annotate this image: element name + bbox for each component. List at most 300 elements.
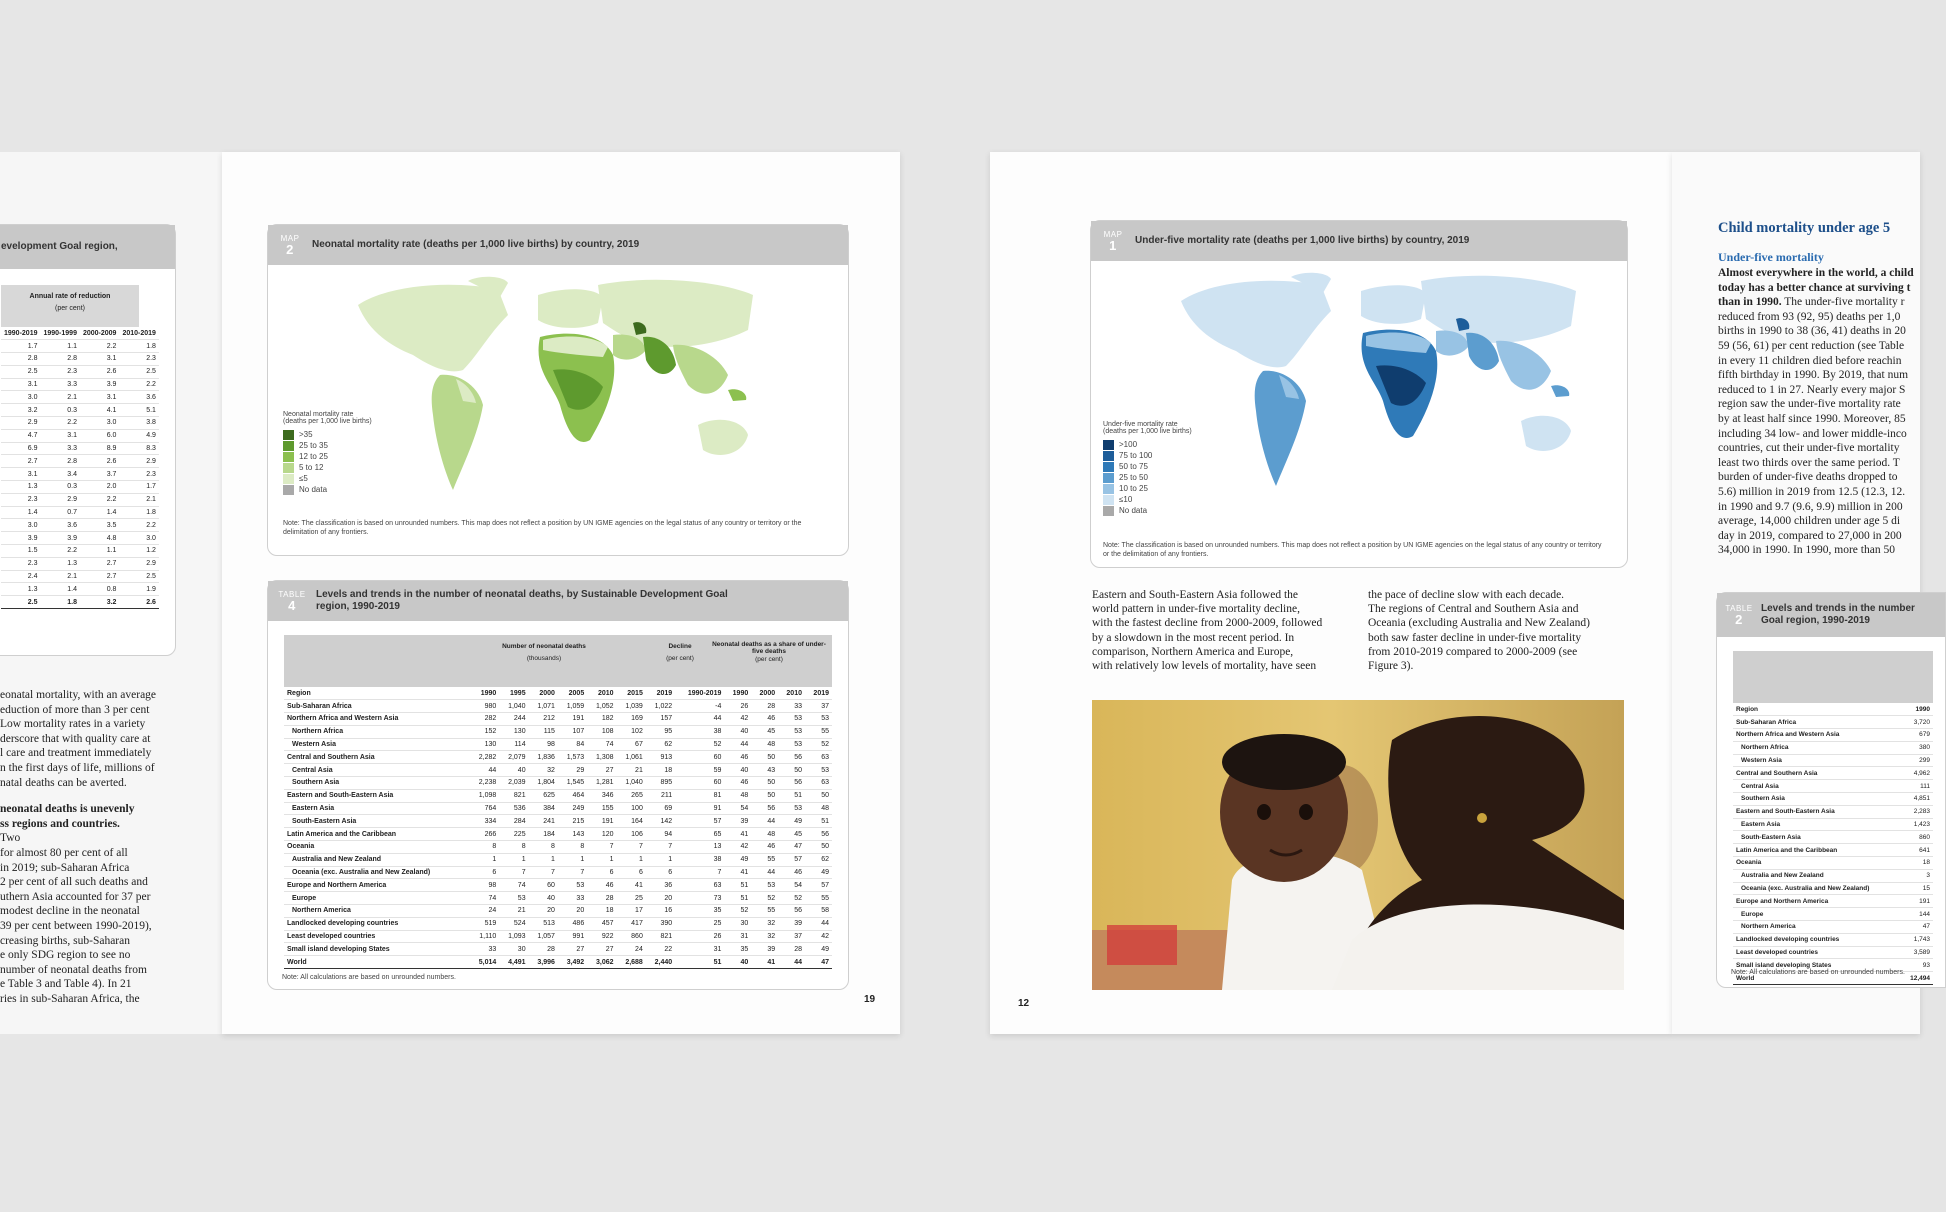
legend-swatch	[1103, 473, 1114, 483]
value-cell: 860	[1902, 831, 1933, 844]
table-row	[1733, 946, 1933, 959]
body-line: 39 per cent between 1990-2019),	[0, 919, 152, 932]
table-row	[1733, 831, 1933, 844]
rate-cell: 2.7	[80, 570, 119, 583]
value-cell: 36	[646, 879, 675, 892]
body-line: births in 1990 to 38 (36, 41) deaths in 20	[1718, 325, 1906, 338]
value-cell: 51	[778, 789, 805, 802]
rate-cell: 0.7	[40, 506, 79, 519]
table2-note: Note: All calculations are based on unrounded numbers.	[1731, 969, 1905, 976]
value-cell: 164	[617, 815, 646, 828]
value-cell: 380	[1902, 741, 1933, 754]
body-line: the pace of decline slow with each decade.	[1368, 589, 1565, 601]
table-row	[1, 557, 159, 570]
rate-cell: 2.9	[119, 455, 158, 468]
value-cell: 1	[529, 853, 558, 866]
map2-legend	[283, 411, 372, 495]
rate-cell: 3.9	[40, 532, 79, 545]
region-cell: Eastern and South-Eastern Asia	[284, 789, 470, 802]
body-line: creasing births, sub-Saharan	[0, 934, 130, 947]
body-line: day in 2019, compared to 27,000 in 200	[1718, 529, 1902, 542]
value-cell: 1,071	[529, 700, 558, 713]
region-cell: Eastern and South-Eastern Asia	[1733, 805, 1902, 818]
rate-cell: 2.7	[1, 455, 40, 468]
body-line: The regions of Central and Southern Asia and	[1368, 603, 1579, 616]
value-cell: 212	[529, 713, 558, 726]
mother-baby-photo	[1092, 700, 1624, 990]
value-cell: 144	[1902, 908, 1933, 921]
value-cell: 284	[499, 815, 528, 828]
table-total-row	[284, 956, 832, 969]
rate-cell: 2.3	[119, 353, 158, 366]
region-cell: Northern Africa	[284, 725, 470, 738]
value-cell: 60	[529, 879, 558, 892]
region-cell: Central Asia	[284, 764, 470, 777]
body-line: 34,000 in 1990. In 1990, more than 50	[1718, 544, 1895, 557]
rate-col-header: 2000-2009	[80, 327, 119, 340]
value-cell: 98	[529, 738, 558, 751]
rate-cell: 2.9	[119, 557, 158, 570]
value-cell: 1,110	[470, 930, 499, 943]
value-cell: 12,494	[1902, 972, 1933, 985]
rate-cell: 2.8	[40, 353, 79, 366]
table-row	[1733, 857, 1933, 870]
value-cell: 59	[675, 764, 724, 777]
value-cell: 91	[675, 802, 724, 815]
value-cell: 249	[558, 802, 587, 815]
value-cell: 25	[617, 892, 646, 905]
table-row	[1733, 933, 1933, 946]
body-line: Low mortality rates in a variety	[0, 718, 146, 731]
bold-line: today has a better chance at surviving t	[1718, 281, 1911, 294]
value-cell: 57	[675, 815, 724, 828]
value-cell: 57	[778, 853, 805, 866]
rate-cell: 3.0	[1, 519, 40, 532]
region-cell: Northern America	[1733, 921, 1902, 934]
table-row	[1733, 882, 1933, 895]
value-cell: 50	[751, 789, 778, 802]
rate-cell: 2.5	[1, 596, 40, 609]
table2-tag-number: 2	[1735, 612, 1743, 627]
value-cell: 42	[724, 713, 751, 726]
table4-col-header: 1990	[724, 687, 751, 700]
body-line: in 2019; sub-Saharan Africa	[0, 861, 130, 874]
map2-note: Note: The classification is based on unrounded numbers. This map does not reflect a position by UN IGME agencies on the legal status of any country or territory or the delimitation of any frontiers.	[283, 520, 802, 536]
body-line: Two	[0, 832, 21, 845]
rate-cell: 3.9	[1, 532, 40, 545]
value-cell: 50	[751, 751, 778, 764]
rate-cell: 2.1	[119, 493, 158, 506]
table-row	[1733, 741, 1933, 754]
value-cell: 8	[470, 841, 499, 854]
value-cell: 265	[617, 789, 646, 802]
region-cell: Least developed countries	[1733, 946, 1902, 959]
table-row	[1, 519, 159, 532]
region-cell: Landlocked developing countries	[1733, 933, 1902, 946]
value-cell: 821	[646, 930, 675, 943]
table4-col-header: Region	[284, 687, 470, 700]
rate-cell: 1.7	[119, 481, 158, 494]
value-cell: 1,308	[587, 751, 616, 764]
table-row	[1, 378, 159, 391]
table-row	[1733, 805, 1933, 818]
value-cell: 155	[587, 802, 616, 815]
table4-col-header: 2000	[751, 687, 778, 700]
rate-cell: 1.3	[40, 557, 79, 570]
rate-cell: 2.2	[119, 378, 158, 391]
legend-swatch	[283, 485, 294, 495]
value-cell: 130	[499, 725, 528, 738]
value-cell: 53	[778, 725, 805, 738]
value-cell: 6	[646, 866, 675, 879]
value-cell: 107	[558, 725, 587, 738]
value-cell: 95	[646, 725, 675, 738]
value-cell: 37	[805, 700, 832, 713]
legend-swatch	[283, 430, 294, 440]
region-cell: Small island developing States	[284, 943, 470, 956]
value-cell: 102	[617, 725, 646, 738]
value-cell: 50	[805, 789, 832, 802]
left-page	[0, 152, 222, 1034]
value-cell: 55	[805, 725, 832, 738]
body-line: natal deaths can be averted.	[0, 776, 127, 789]
rate-cell: 3.0	[80, 417, 119, 430]
value-cell: 24	[617, 943, 646, 956]
value-cell: 38	[675, 725, 724, 738]
value-cell: 980	[470, 700, 499, 713]
value-cell: 679	[1902, 729, 1933, 742]
table4-col-header: 1990-2019	[675, 687, 724, 700]
value-cell: 63	[805, 777, 832, 790]
value-cell: 38	[675, 853, 724, 866]
value-cell: 56	[805, 828, 832, 841]
value-cell: 53	[499, 892, 528, 905]
body-line: least two thirds over the same period. T	[1718, 456, 1900, 469]
value-cell: 32	[751, 917, 778, 930]
body-line: reduced to 1 in 27. Nearly every major S	[1718, 383, 1906, 396]
value-cell: 6	[470, 866, 499, 879]
value-cell: 39	[724, 815, 751, 828]
table-row	[1, 455, 159, 468]
value-cell: 4,491	[499, 956, 528, 969]
value-cell: 60	[675, 751, 724, 764]
legend-label: >35	[299, 430, 313, 439]
rate-cell: 3.5	[80, 519, 119, 532]
value-cell: 51	[675, 956, 724, 969]
value-cell: 1,039	[617, 700, 646, 713]
region-cell: Australia and New Zealand	[284, 853, 470, 866]
table4-col-header: 2010	[778, 687, 805, 700]
rate-cell: 0.3	[40, 481, 79, 494]
table2-box	[1716, 592, 1946, 988]
legend-swatch	[1103, 440, 1114, 450]
value-cell: 244	[499, 713, 528, 726]
body-line: 59 (56, 61) per cent reduction (see Table	[1718, 339, 1905, 352]
value-cell: 108	[587, 725, 616, 738]
value-cell: 40	[724, 956, 751, 969]
table-row	[1, 391, 159, 404]
rate-cell: 1.4	[1, 506, 40, 519]
map2-box	[267, 224, 849, 556]
rate-cell: 2.1	[40, 391, 79, 404]
table2-col-year: 1990	[1902, 703, 1933, 716]
table4-col-header: 1995	[499, 687, 528, 700]
table4-title: Levels and trends in the number of neonatal deaths, by Sustainable Development Goal region, 1990-2019	[316, 589, 728, 612]
rate-cell: 1.5	[1, 545, 40, 558]
value-cell: 191	[558, 713, 587, 726]
value-cell: 52	[805, 738, 832, 751]
value-cell: 2,039	[499, 777, 528, 790]
region-cell: Eastern Asia	[284, 802, 470, 815]
map1-tag-label: MAP	[1103, 230, 1123, 239]
rate-cell: 3.1	[40, 429, 79, 442]
body-line: Figure 3).	[1368, 660, 1414, 673]
body-line: 5.6) million in 2019 from 12.5 (12.3, 12.	[1718, 485, 1906, 498]
value-cell: 157	[646, 713, 675, 726]
value-cell: 26	[675, 930, 724, 943]
legend-swatch	[1103, 462, 1114, 472]
table2-col-region: Region	[1733, 703, 1902, 716]
value-cell: 53	[778, 713, 805, 726]
region-cell: Western Asia	[1733, 754, 1902, 767]
table-row	[1733, 793, 1933, 806]
table-row	[1, 340, 159, 353]
rate-cell: 2.2	[40, 417, 79, 430]
rate-cell: 1.7	[1, 340, 40, 353]
value-cell: 2,688	[617, 956, 646, 969]
bold-line: Almost everywhere in the world, a child	[1718, 267, 1914, 279]
value-cell: 18	[587, 905, 616, 918]
body-line: eonatal mortality, with an average	[0, 689, 157, 701]
legend-swatch	[283, 463, 294, 473]
rate-cell: 3.0	[119, 532, 158, 545]
rate-cell: 3.6	[119, 391, 158, 404]
legend-item	[1103, 505, 1192, 516]
value-cell: 56	[778, 751, 805, 764]
value-cell: 55	[751, 853, 778, 866]
rate-unit: (per cent)	[55, 305, 85, 312]
value-cell: 1,040	[499, 700, 528, 713]
value-cell: 48	[751, 738, 778, 751]
neonatal-world-map	[328, 275, 768, 505]
rate-cell: 1.8	[119, 506, 158, 519]
value-cell: 30	[499, 943, 528, 956]
value-cell: 1	[587, 853, 616, 866]
value-cell: 22	[646, 943, 675, 956]
rate-cell: 2.3	[1, 493, 40, 506]
value-cell: 991	[558, 930, 587, 943]
body-line: including 34 low- and lower middle-inco	[1718, 427, 1907, 440]
heading-line: neonatal deaths is unevenly	[0, 803, 135, 816]
value-cell: 3,589	[1902, 946, 1933, 959]
value-cell: 50	[778, 764, 805, 777]
right-page	[1672, 152, 1930, 1034]
value-cell: 895	[646, 777, 675, 790]
value-cell: 28	[587, 892, 616, 905]
value-cell: 1	[617, 853, 646, 866]
value-cell: 1,836	[529, 751, 558, 764]
table4-col-header: 2010	[587, 687, 616, 700]
table-row	[284, 866, 832, 879]
region-cell: Central and Southern Asia	[284, 751, 470, 764]
value-cell: 44	[778, 956, 805, 969]
value-cell: 28	[751, 700, 778, 713]
rate-cell: 4.9	[119, 429, 158, 442]
rate-cell: 3.3	[40, 378, 79, 391]
rate-cell: 3.1	[80, 353, 119, 366]
table2-title: Levels and trends in the number	[1761, 603, 1915, 614]
value-cell: 6	[587, 866, 616, 879]
table-row	[284, 700, 832, 713]
legend-label: 12 to 25	[299, 452, 328, 461]
rate-cell: 2.2	[119, 519, 158, 532]
value-cell: 384	[529, 802, 558, 815]
value-cell: 93	[1902, 959, 1933, 972]
value-cell: 53	[778, 802, 805, 815]
table-row	[1, 417, 159, 430]
legend-label: 10 to 25	[1119, 484, 1148, 493]
body-line: derscore that with quality care at	[0, 732, 151, 745]
value-cell: 334	[470, 815, 499, 828]
value-cell: 3,720	[1902, 716, 1933, 729]
table-row	[284, 917, 832, 930]
value-cell: 625	[529, 789, 558, 802]
table-row	[1, 532, 159, 545]
value-cell: 52	[724, 905, 751, 918]
value-cell: 1,040	[617, 777, 646, 790]
rate-cell: 2.8	[1, 353, 40, 366]
value-cell: 63	[675, 879, 724, 892]
table4-col-header: 2019	[646, 687, 675, 700]
table-row	[284, 943, 832, 956]
legend-swatch	[1103, 451, 1114, 461]
table-row	[1, 493, 159, 506]
value-cell: 1,061	[617, 751, 646, 764]
value-cell: 45	[778, 828, 805, 841]
table4-group3: Neonatal deaths as a share of under-five deaths	[712, 641, 826, 655]
value-cell: 142	[646, 815, 675, 828]
rate-cell: 3.7	[80, 468, 119, 481]
legend-item	[1103, 494, 1192, 505]
body-line: e only SDG region to see no	[0, 949, 131, 962]
legend-item	[283, 473, 372, 484]
table4-tag-label: TABLE	[278, 590, 306, 599]
rate-cell: 0.3	[40, 404, 79, 417]
table-row	[284, 713, 832, 726]
region-cell: Eastern Asia	[1733, 818, 1902, 831]
value-cell: 53	[778, 738, 805, 751]
value-cell: 7	[587, 841, 616, 854]
region-cell: Central Asia	[1733, 780, 1902, 793]
value-cell: 94	[646, 828, 675, 841]
legend-swatch	[1103, 495, 1114, 505]
page-19	[222, 152, 900, 1034]
table-row	[284, 905, 832, 918]
value-cell: 130	[470, 738, 499, 751]
table-row	[284, 777, 832, 790]
table4-col-header: 1990	[470, 687, 499, 700]
value-cell: 44	[805, 917, 832, 930]
rate-cell: 2.3	[119, 468, 158, 481]
value-cell: 1,281	[587, 777, 616, 790]
value-cell: 519	[470, 917, 499, 930]
value-cell: -4	[675, 700, 724, 713]
body-line: from 2010-2019 compared to 2000-2009 (see	[1368, 645, 1578, 658]
body-line: number of neonatal deaths from	[0, 963, 147, 976]
region-cell: Northern Africa and Western Asia	[284, 713, 470, 726]
rate-col-header: 1990-1999	[40, 327, 79, 340]
body-line: fifth birthday in 1990. By 2019, that num	[1718, 369, 1909, 382]
right-heading: Child mortality under age 5	[1718, 220, 1891, 236]
rate-cell: 2.2	[80, 493, 119, 506]
table4-tag-number: 4	[288, 598, 296, 613]
table4-group2: Decline	[668, 643, 692, 650]
rate-col-header: 1990-2019	[1, 327, 40, 340]
legend-swatch	[283, 441, 294, 451]
value-cell: 3,492	[558, 956, 587, 969]
value-cell: 33	[778, 700, 805, 713]
value-cell: 43	[751, 764, 778, 777]
value-cell: 191	[1902, 895, 1933, 908]
value-cell: 4,851	[1902, 793, 1933, 806]
value-cell: 120	[587, 828, 616, 841]
region-cell: South-Eastern Asia	[1733, 831, 1902, 844]
rate-cell: 2.9	[40, 493, 79, 506]
page-number-12: 12	[1018, 998, 1030, 1009]
value-cell: 74	[499, 879, 528, 892]
value-cell: 15	[1902, 882, 1933, 895]
map2-legend-sub: (deaths per 1,000 live births)	[283, 418, 372, 425]
table-row	[284, 815, 832, 828]
table4-header-row	[284, 687, 832, 700]
value-cell: 17	[617, 905, 646, 918]
value-cell: 21	[617, 764, 646, 777]
value-cell: 32	[529, 764, 558, 777]
table-row	[284, 802, 832, 815]
body-line: 2 per cent of all such deaths and	[0, 876, 148, 889]
rate-table-box	[0, 224, 176, 656]
rate-cell: 2.5	[119, 570, 158, 583]
rate-cell: 1.1	[80, 545, 119, 558]
value-cell: 33	[558, 892, 587, 905]
table-row	[284, 751, 832, 764]
value-cell: 26	[724, 700, 751, 713]
value-cell: 215	[558, 815, 587, 828]
value-cell: 464	[558, 789, 587, 802]
value-cell: 54	[778, 879, 805, 892]
value-cell: 81	[675, 789, 724, 802]
rate-cell: 2.8	[40, 455, 79, 468]
rate-cell: 8.9	[80, 442, 119, 455]
value-cell: 33	[470, 943, 499, 956]
value-cell: 211	[646, 789, 675, 802]
rate-cell: 6.9	[1, 442, 40, 455]
value-cell: 53	[805, 713, 832, 726]
legend-item	[1103, 461, 1192, 472]
table-row	[1, 583, 159, 596]
rate-cell: 3.8	[119, 417, 158, 430]
value-cell: 47	[778, 841, 805, 854]
value-cell: 56	[778, 905, 805, 918]
legend-item	[283, 440, 372, 451]
page12-column-1	[1092, 588, 1362, 673]
legend-label: 75 to 100	[1119, 451, 1153, 460]
page-number-19: 19	[864, 994, 876, 1005]
value-cell: 513	[529, 917, 558, 930]
table-row	[1733, 895, 1933, 908]
value-cell: 1,423	[1902, 818, 1933, 831]
body-line: in every 11 children died before reachin	[1718, 354, 1902, 367]
